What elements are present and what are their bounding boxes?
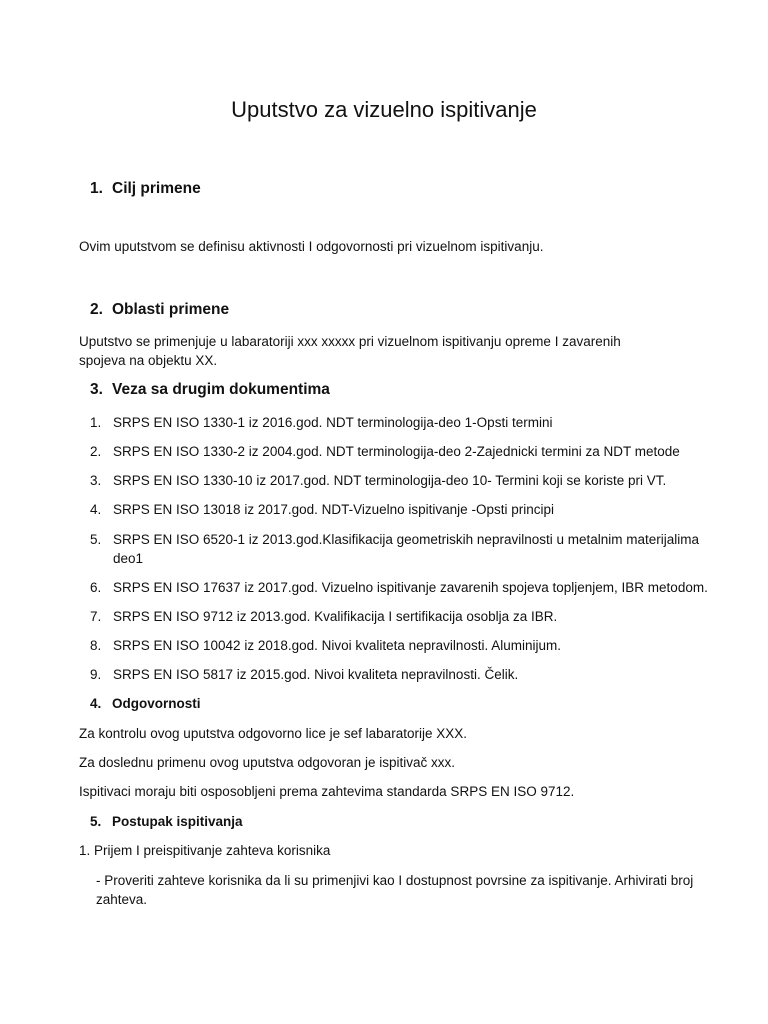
section-number: 5. — [90, 814, 102, 829]
responsibility-line: Za doslednu primenu ovog uputstva odgovoran je ispitivač xxx. — [79, 755, 455, 770]
section-heading-4 — [90, 694, 201, 714]
section-number: 4. — [90, 696, 102, 711]
section-heading-5 — [90, 812, 243, 832]
list-text: SRPS EN ISO 5817 iz 2015.god. Nivoi kvaliteta nepravilnosti. Čelik. — [113, 667, 519, 682]
list-number: 4. — [90, 502, 102, 517]
section-title: Postupak ispitivanja — [112, 814, 243, 829]
list-text: SRPS EN ISO 1330-2 iz 2004.god. NDT terminologija-deo 2-Zajednicki termini za NDT metode — [113, 444, 680, 459]
section-title: Veza sa drugim dokumentima — [112, 381, 330, 398]
document-title: Uputstvo za vizuelno ispitivanje — [231, 97, 537, 122]
responsibility-line: Ispitivaci moraju biti osposobljeni prema zahtevima standarda SRPS EN ISO 9712. — [79, 784, 575, 799]
list-item — [90, 530, 715, 568]
section-heading-2 — [90, 300, 229, 320]
list-item — [90, 471, 720, 490]
section-title: Cilj primene — [112, 180, 201, 197]
list-number: 6. — [90, 580, 102, 595]
list-text: SRPS EN ISO 6520-1 iz 2013.god.Klasifikacija geometriskih nepravilnosti u metalnim materijalima deo1 — [113, 532, 700, 566]
list-number: 1. — [90, 415, 102, 430]
list-number: 7. — [90, 609, 102, 624]
section-title: Oblasti primene — [112, 301, 230, 318]
list-text: SRPS EN ISO 13018 iz 2017.god. NDT-Vizuelno ispitivanje -Opsti principi — [113, 502, 554, 517]
list-text: SRPS EN ISO 9712 iz 2013.god. Kvalifikacija I sertifikacija osoblja za IBR. — [113, 609, 558, 624]
list-number: 2. — [90, 444, 102, 459]
section-number: 2. — [90, 301, 103, 318]
section-title: Odgovornosti — [112, 696, 201, 711]
list-item — [90, 578, 720, 597]
list-item — [90, 413, 720, 432]
oblasti-paragraph: Uputstvo se primenjuje u labaratoriji xxx xxxxx pri vizuelnom ispitivanju opreme I zavarenih spojeva na objektu XX. — [79, 334, 621, 368]
list-item — [90, 665, 720, 684]
responsibility-line: Za kontrolu ovog uputstva odgovorno lice je sef labaratorije XXX. — [79, 726, 467, 741]
list-number: 3. — [90, 473, 102, 488]
section-heading-1 — [90, 179, 201, 199]
list-number: 5. — [90, 532, 102, 547]
procedure-step: 1. Prijem I preispitivanje zahteva korisnika — [79, 843, 331, 858]
list-item — [90, 442, 720, 461]
list-text: SRPS EN ISO 1330-1 iz 2016.god. NDT terminologija-deo 1-Opsti termini — [113, 415, 553, 430]
section-number: 3. — [90, 381, 103, 398]
procedure-detail: - Proveriti zahteve korisnika da li su primenjivi kao I dostupnost povrsine za ispitivanje. Arhivirati broj zahteva. — [96, 873, 694, 907]
list-text: SRPS EN ISO 17637 iz 2017.god. Vizuelno ispitivanje zavarenih spojeva topljenjem, IBR metodom. — [113, 580, 708, 595]
list-item — [90, 636, 720, 655]
list-text: SRPS EN ISO 1330-10 iz 2017.god. NDT terminologija-deo 10- Termini koji se koriste pri VT. — [113, 473, 667, 488]
section-number: 1. — [90, 180, 103, 197]
list-item — [90, 607, 720, 626]
list-text: SRPS EN ISO 10042 iz 2018.god. Nivoi kvaliteta nepravilnosti. Aluminijum. — [113, 638, 561, 653]
list-number: 8. — [90, 638, 102, 653]
list-item — [90, 500, 720, 519]
cilj-paragraph: Ovim uputstvom se definisu aktivnosti I odgovornosti pri vizuelnom ispitivanju. — [79, 239, 544, 254]
section-heading-3 — [90, 380, 330, 400]
list-number: 9. — [90, 667, 102, 682]
